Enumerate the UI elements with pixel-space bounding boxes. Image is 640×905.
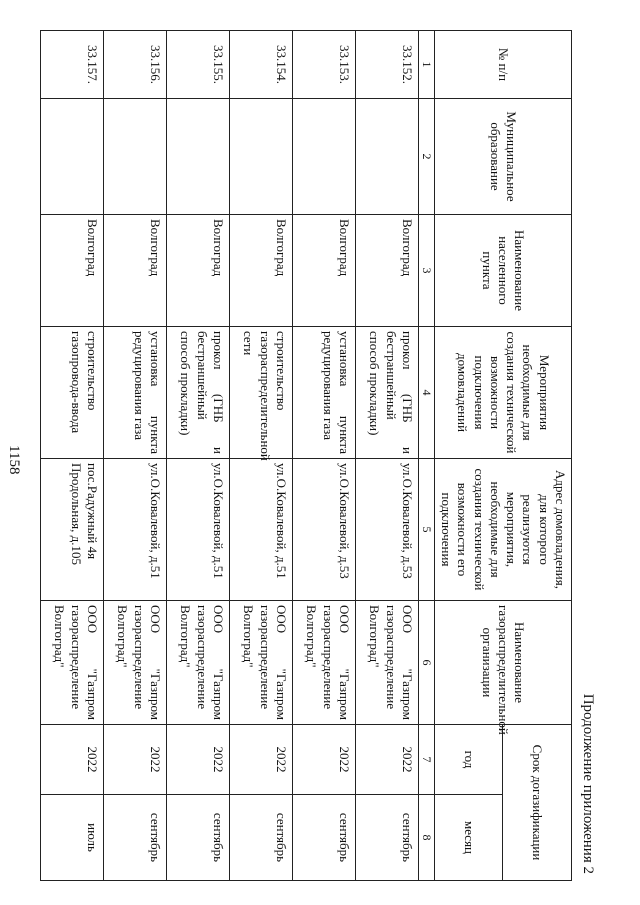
row-year: 2022 <box>104 725 167 795</box>
row-municipality <box>293 99 356 215</box>
row-address: ул.О.Ковалевой, д.51 <box>104 459 167 601</box>
row-number: 33.152. <box>356 31 419 99</box>
row-locality: Волгоград <box>293 215 356 327</box>
table-row <box>41 31 104 881</box>
row-municipality <box>167 99 230 215</box>
row-address: пос.Радужный 4я Продольная, д.105 <box>41 459 104 601</box>
column-number: 5 <box>419 459 435 601</box>
row-organization: ООО "Газпром газораспределение Волгоград" <box>104 601 167 725</box>
row-organization: ООО "Газпром газораспределение Волгоград" <box>41 601 104 725</box>
gasification-table <box>40 30 572 881</box>
row-month: сентябрь <box>230 795 293 881</box>
row-month: сентябрь <box>104 795 167 881</box>
row-number: 33.155. <box>167 31 230 99</box>
row-municipality <box>41 99 104 215</box>
row-locality: Волгоград <box>41 215 104 327</box>
row-number: 33.153. <box>293 31 356 99</box>
header-year: год <box>435 725 504 795</box>
row-month: июль <box>41 795 104 881</box>
column-number: 6 <box>419 601 435 725</box>
column-number: 7 <box>419 725 435 795</box>
row-number: 33.157. <box>41 31 104 99</box>
row-year: 2022 <box>41 725 104 795</box>
row-year: 2022 <box>230 725 293 795</box>
row-year: 2022 <box>293 725 356 795</box>
header-municipality: Муниципальное образование <box>435 99 572 215</box>
column-number: 4 <box>419 327 435 459</box>
row-measure: строительство газопровода-ввода <box>41 327 104 459</box>
row-number: 33.154. <box>230 31 293 99</box>
page-number: 1158 <box>6 445 22 475</box>
column-number: 3 <box>419 215 435 327</box>
row-month: сентябрь <box>167 795 230 881</box>
row-measure: установка пункта редуцирования газа <box>104 327 167 459</box>
row-measure: прокол (ГНБ и бестраншейный способ прокладки) <box>167 327 230 459</box>
continuation-title: Продолжение приложения 2 <box>580 693 596 874</box>
row-measure: строительство газораспределительной сети <box>230 327 293 459</box>
row-address: ул.О.Ковалевой, д.51 <box>230 459 293 601</box>
table-row <box>356 31 419 881</box>
row-number: 33.156. <box>104 31 167 99</box>
row-locality: Волгоград <box>230 215 293 327</box>
header-measures: Мероприятия необходимые для создания технической возможности подключения домовладений <box>435 327 572 459</box>
row-municipality <box>356 99 419 215</box>
row-measure: прокол (ГНБ и бестраншейный способ прокладки) <box>356 327 419 459</box>
row-locality: Волгоград <box>104 215 167 327</box>
column-number: 8 <box>419 795 435 881</box>
row-month: сентябрь <box>293 795 356 881</box>
table-row <box>293 31 356 881</box>
header-deadline: Срок догазификации <box>503 725 572 881</box>
row-year: 2022 <box>356 725 419 795</box>
column-number-row <box>419 31 435 881</box>
row-locality: Волгоград <box>356 215 419 327</box>
rotated-table-page <box>52 30 600 880</box>
table-row <box>230 31 293 881</box>
column-number: 1 <box>419 31 435 99</box>
header-month: месяц <box>435 795 504 881</box>
row-municipality <box>230 99 293 215</box>
header-locality: Наименование населенного пункта <box>435 215 572 327</box>
row-month: сентябрь <box>356 795 419 881</box>
row-locality: Волгоград <box>167 215 230 327</box>
table-row <box>104 31 167 881</box>
header-address: Адрес домовладения, для которого реализуются мероприятия, необходимые для создания технической возможности его подключения <box>435 459 572 601</box>
row-year: 2022 <box>167 725 230 795</box>
row-organization: ООО "Газпром газораспределение Волгоград" <box>230 601 293 725</box>
row-municipality <box>104 99 167 215</box>
row-address: ул.О.Ковалевой, д.51 <box>167 459 230 601</box>
header-number: № п/п <box>435 31 572 99</box>
column-number: 2 <box>419 99 435 215</box>
row-address: ул.О.Ковалевой, д.53 <box>293 459 356 601</box>
row-organization: ООО "Газпром газораспределение Волгоград" <box>167 601 230 725</box>
header-organization: Наименование газораспределительной организации <box>435 601 572 725</box>
row-organization: ООО "Газпром газораспределение Волгоград" <box>356 601 419 725</box>
row-organization: ООО "Газпром газораспределение Волгоград" <box>293 601 356 725</box>
table-row <box>167 31 230 881</box>
row-measure: установка пункта редуцирования газа <box>293 327 356 459</box>
row-address: ул.О.Ковалевой, д.53 <box>356 459 419 601</box>
